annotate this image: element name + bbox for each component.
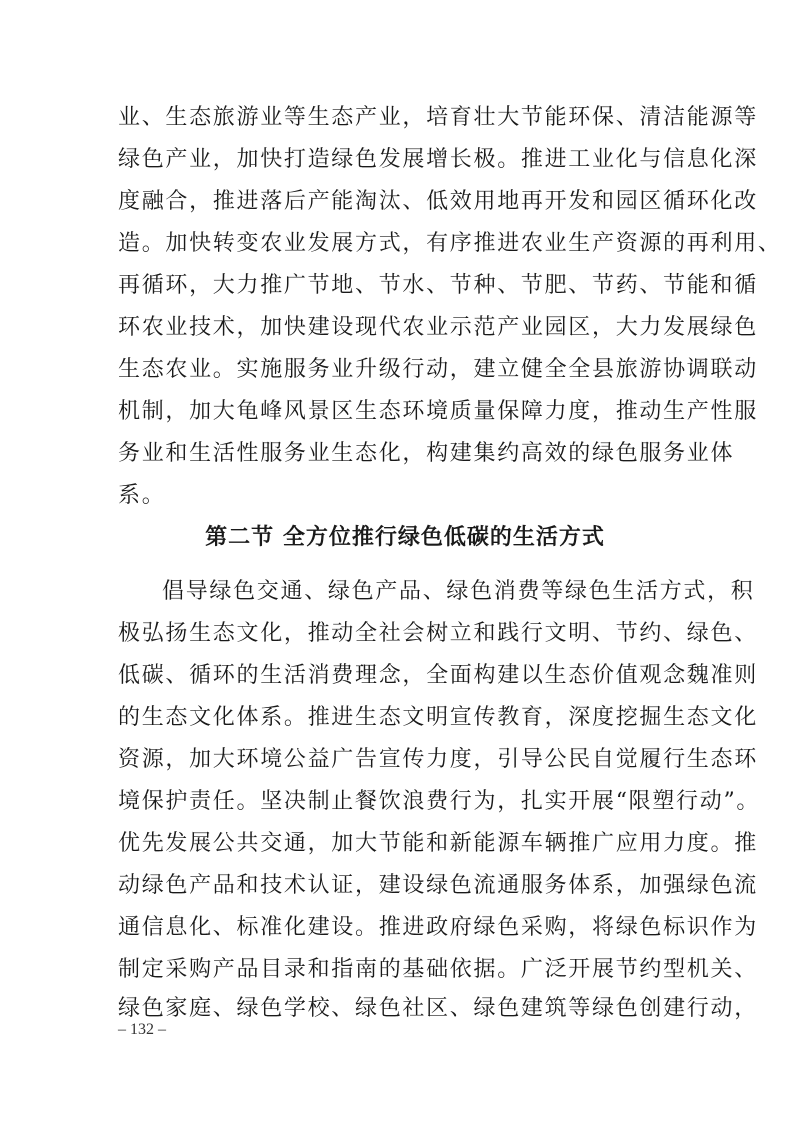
paragraph-2-line-7: 优先发展公共交通，加大节能和新能源车辆推广应用力度。推 — [118, 831, 758, 856]
paragraph-1-line-2: 绿色产业，加快打造绿色发展增长极。推进工业化与信息化深 — [118, 147, 758, 172]
paragraph-2-line-10: 制定采购产品目录和指南的基础依据。广泛开展节约型机关、 — [118, 957, 758, 982]
paragraph-2-line-5: 资源，加大环境公益广告宣传力度，引导公民自觉履行生态环 — [118, 747, 758, 772]
paragraph-1-line-3: 度融合，推进落后产能淘汰、低效用地再开发和园区循环化改 — [118, 189, 758, 214]
page-number: – 132 – — [118, 1021, 166, 1038]
paragraph-1-line-9: 务业和生活性服务业生态化，构建集约高效的绿色服务业体 — [118, 441, 735, 466]
paragraph-2-line-2: 极弘扬生态文化，推动全社会树立和践行文明、节约、绿色、 — [118, 621, 758, 646]
paragraph-1-line-4: 造。加快转变农业发展方式，有序推进农业生产资源的再利用、 — [118, 231, 782, 256]
paragraph-2-line-4: 的生态文化体系。推进生态文明宣传教育，深度挖掘生态文化 — [118, 705, 758, 730]
paragraph-2-line-3: 低碳、循环的生活消费理念，全面构建以生态价值观念魏准则 — [118, 663, 758, 688]
section-heading: 第二节 全方位推行绿色低碳的生活方式 — [205, 525, 605, 550]
paragraph-2-line-9: 通信息化、标准化建设。推进政府绿色采购，将绿色标识作为 — [118, 915, 758, 940]
paragraph-1-line-8: 机制，加大龟峰风景区生态环境质量保障力度，推动生产性服 — [118, 399, 758, 424]
paragraph-1-line-5: 再循环，大力推广节地、节水、节种、节肥、节药、节能和循 — [118, 273, 758, 298]
paragraph-2-line-6: 境保护责任。坚决制止餐饮浪费行为，扎实开展“限塑行动”。 — [118, 789, 761, 814]
paragraph-2-line-11: 绿色家庭、绿色学校、绿色社区、绿色建筑等绿色创建行动， — [118, 996, 758, 1021]
paragraph-2-line-8: 动绿色产品和技术认证，建设绿色流通服务体系，加强绿色流 — [118, 873, 758, 898]
paragraph-1-line-6: 环农业技术，加快建设现代农业示范产业园区，大力发展绿色 — [118, 315, 758, 340]
paragraph-1-line-7: 生态农业。实施服务业升级行动，建立健全全县旅游协调联动 — [118, 357, 758, 382]
paragraph-1-line-1: 业、生态旅游业等生态产业，培育壮大节能环保、清洁能源等 — [118, 105, 758, 130]
paragraph-2-line-1: 倡导绿色交通、绿色产品、绿色消费等绿色生活方式，积 — [162, 579, 755, 604]
paragraph-1-line-10: 系。 — [118, 483, 166, 508]
